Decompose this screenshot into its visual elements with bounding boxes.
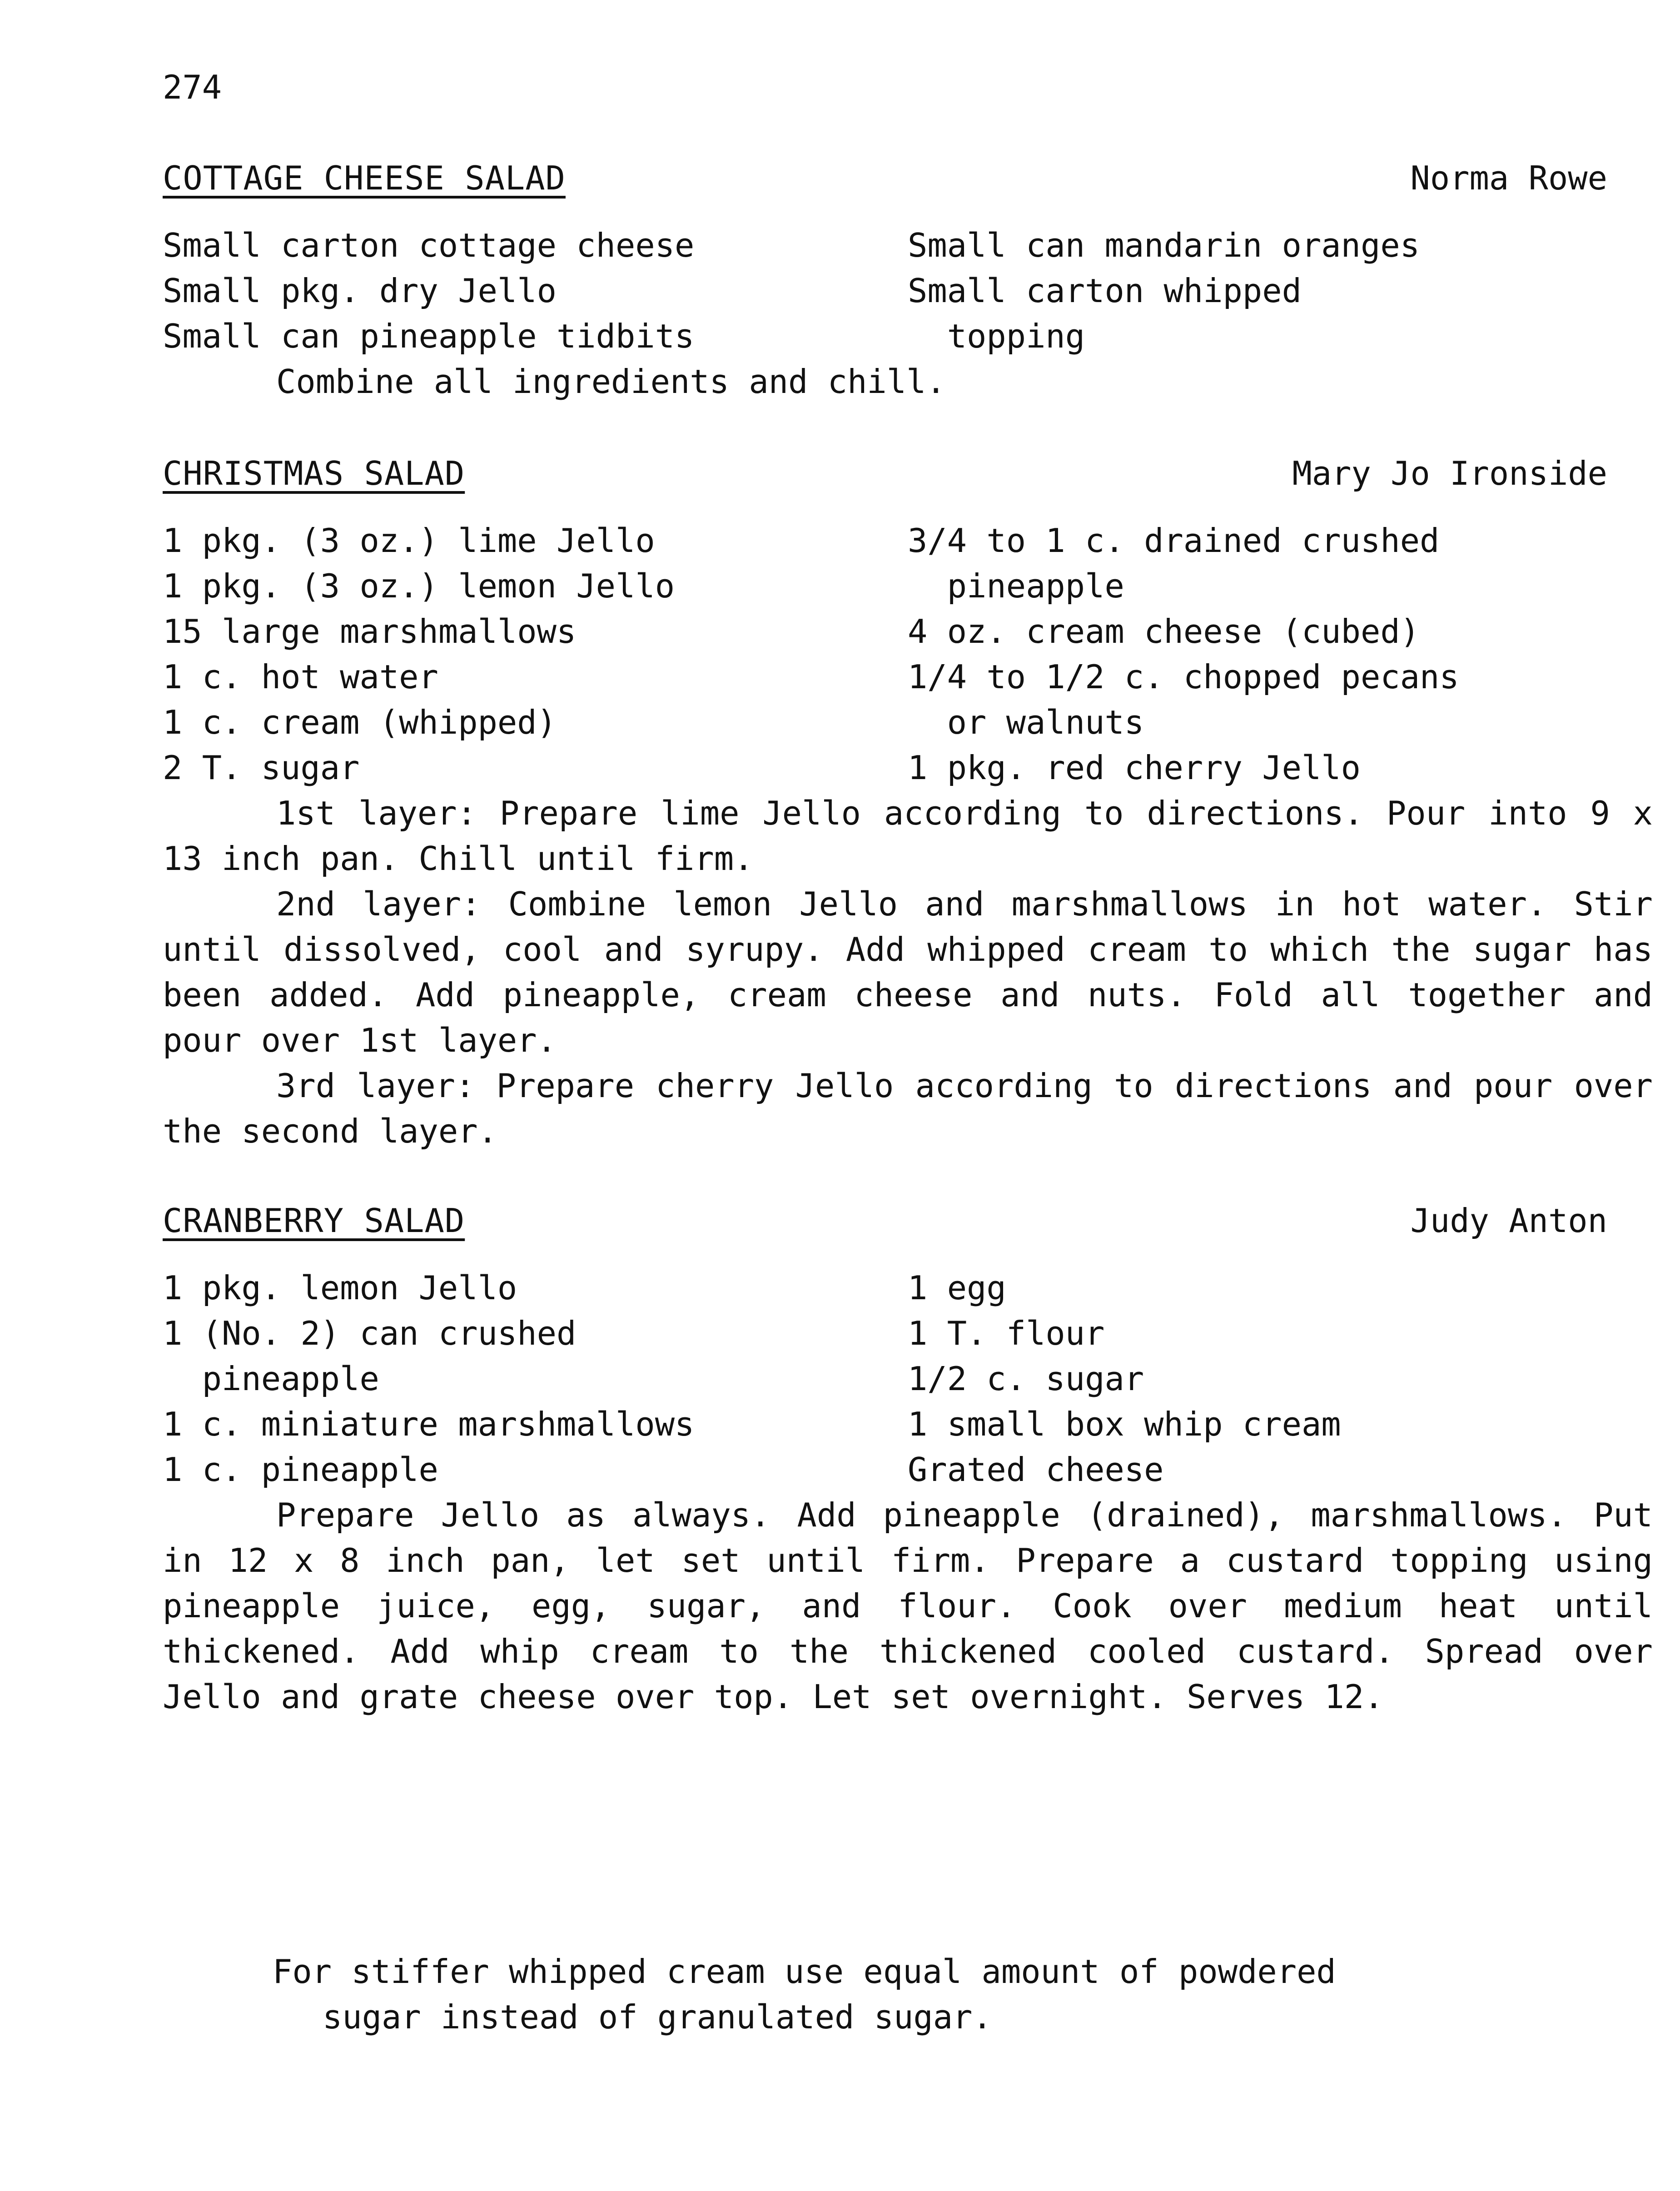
ingredient: 1/4 to 1/2 c. chopped pecans [908, 658, 1459, 696]
recipe-christmas-salad [163, 454, 1662, 1154]
recipe-directions: 1st layer: Prepare lime Jello according to directions. Pour into 9 x 13 inch pan. Chill until firm. [163, 794, 1653, 878]
ingredient: pineapple [908, 567, 1124, 605]
recipe-author: Norma Rowe [1410, 159, 1607, 197]
recipe-author: Judy Anton [1410, 1202, 1607, 1240]
recipe-directions: 3rd layer: Prepare cherry Jello according to directions and pour over the second layer. [163, 1067, 1653, 1150]
ingredient: 1 c. cream (whipped) [163, 703, 557, 741]
ingredient: 1 egg [908, 1269, 1006, 1307]
ingredient: 1 c. hot water [163, 658, 438, 696]
ingredients-left [163, 518, 675, 790]
ingredient: 1 pkg. red cherry Jello [908, 749, 1361, 787]
ingredient-columns [163, 518, 1662, 790]
recipe-author: Mary Jo Ironside [1292, 454, 1607, 492]
ingredient-columns [163, 223, 1662, 359]
ingredients-left [163, 223, 694, 359]
recipe-header [163, 1202, 1662, 1252]
ingredient: or walnuts [908, 703, 1144, 741]
ingredient: Grated cheese [908, 1451, 1164, 1489]
tip-note [273, 1949, 1545, 2040]
ingredient: 1 pkg. (3 oz.) lime Jello [163, 522, 655, 560]
ingredient: 1 T. flour [908, 1314, 1105, 1352]
recipe-cranberry-salad [163, 1202, 1662, 1719]
recipe-title: COTTAGE CHEESE SALAD [163, 159, 566, 197]
ingredients-right [908, 1265, 1341, 1492]
recipe-header [163, 454, 1662, 504]
ingredient: Small carton cottage cheese [163, 226, 695, 264]
ingredient: 3/4 to 1 c. drained crushed [908, 522, 1440, 560]
ingredient: 1/2 c. sugar [908, 1360, 1144, 1398]
ingredient: 4 oz. cream cheese (cubed) [908, 612, 1420, 651]
ingredient-columns [163, 1265, 1662, 1492]
ingredient: 15 large marshmallows [163, 612, 577, 651]
tip-line: For stiffer whipped cream use equal amount of powdered [273, 1953, 1336, 1991]
ingredient: 1 c. pineapple [163, 1451, 438, 1489]
ingredient: topping [908, 317, 1085, 355]
ingredient: 2 T. sugar [163, 749, 360, 787]
ingredient: 1 pkg. (3 oz.) lemon Jello [163, 567, 675, 605]
ingredient: 1 small box whip cream [908, 1405, 1341, 1443]
ingredient: Small can pineapple tidbits [163, 317, 695, 355]
ingredient: 1 pkg. lemon Jello [163, 1269, 517, 1307]
ingredients-left [163, 1265, 694, 1492]
ingredient: Small carton whipped [908, 272, 1302, 310]
recipe-title: CRANBERRY SALAD [163, 1202, 465, 1240]
recipe-directions: Prepare Jello as always. Add pineapple (drained), marshmallows. Put in 12 x 8 inch pan, let set until firm. Prepare a custard topping using pineapple juice, egg, sugar, and flour. Cook over medium heat until thickened. Add whip cream to the thickened cooled custard. Spread over Jello and grate cheese over top. Let set overnight. Serves 12. [163, 1496, 1653, 1716]
ingredients-right [908, 223, 1420, 359]
recipe-header [163, 159, 1662, 209]
ingredient: 1 c. miniature marshmallows [163, 1405, 695, 1443]
recipe-directions: 2nd layer: Combine lemon Jello and marshmallows in hot water. Stir until dissolved, cool and syrupy. Add whipped cream to which the sugar has been added. Add pineapple, cream cheese and nuts. Fold all together and pour over 1st layer. [163, 885, 1653, 1059]
ingredient: pineapple [163, 1360, 379, 1398]
tip-line: sugar instead of granulated sugar. [323, 1998, 992, 2036]
recipe-directions: Combine all ingredients and chill. [276, 363, 946, 401]
page-number: 274 [163, 68, 222, 106]
ingredient: Small can mandarin oranges [908, 226, 1420, 264]
ingredients-right [908, 518, 1459, 790]
recipe-title: CHRISTMAS SALAD [163, 454, 465, 492]
recipe-cottage-cheese-salad [163, 159, 1662, 404]
ingredient: Small pkg. dry Jello [163, 272, 557, 310]
ingredient: 1 (No. 2) can crushed [163, 1314, 577, 1352]
